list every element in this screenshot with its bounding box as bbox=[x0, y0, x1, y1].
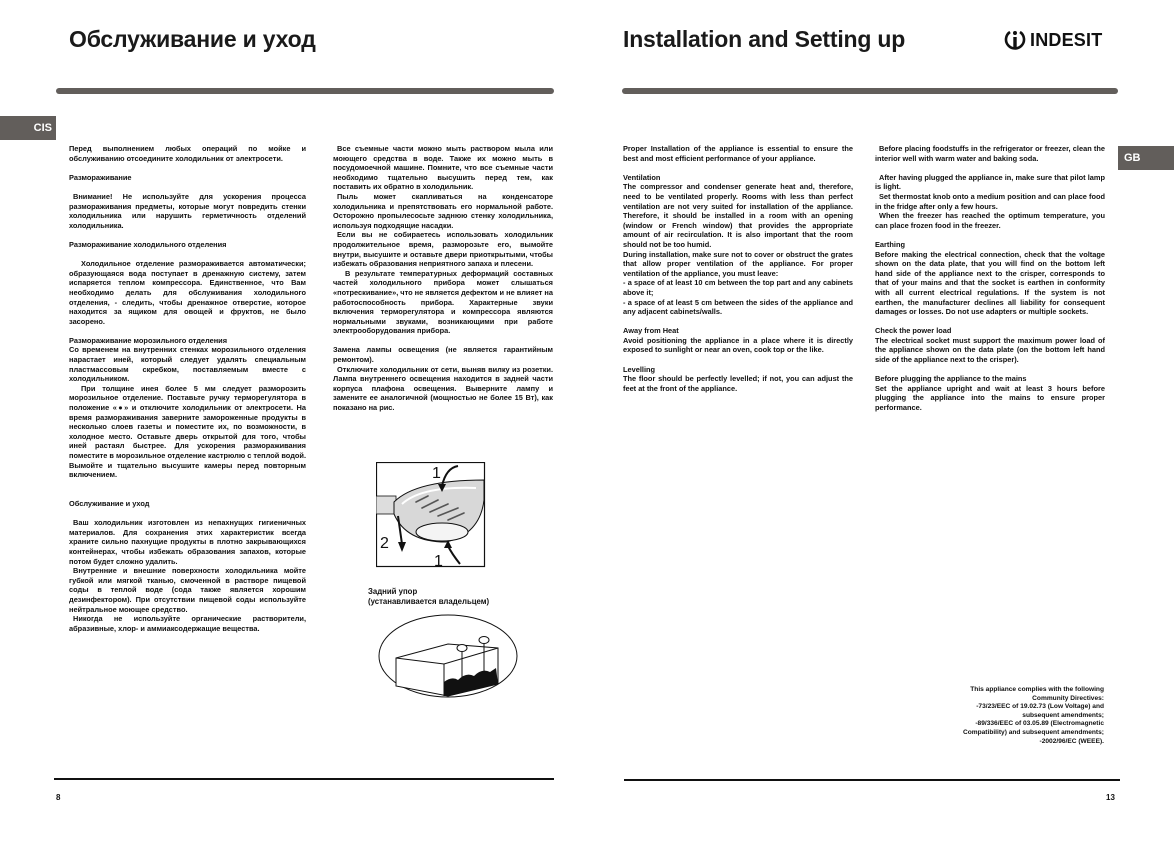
paragraph-spacer bbox=[623, 317, 853, 327]
compliance-statement bbox=[930, 686, 1104, 746]
paragraph: When the freezer has reached the optimum temperature, you can place frozen food in the freezer. bbox=[875, 211, 1105, 230]
section-heading: Замена лампы освещения (не является гарантийным ремонтом). bbox=[333, 345, 553, 365]
paragraph: Proper Installation of the appliance is essential to ensure the best and most efficient performance of your appliance. bbox=[623, 144, 853, 163]
paragraph: The floor should be perfectly levelled; if not, you can adjust the feet at the front of the appliance. bbox=[623, 374, 853, 393]
step-label-2: 2 bbox=[380, 535, 389, 552]
lang-tab-label: CIS bbox=[33, 122, 52, 134]
left-footer-rule bbox=[54, 778, 554, 780]
section-heading: Away from Heat bbox=[623, 326, 679, 336]
paragraph: Отключите холодильник от сети, выняв вилку из розетки. Лампа внутреннего освещения находится в задней части корпуса плафона освещения. Выверните лампу и замените ее аналогичной (мощностью не более 15 Вт), как показано на рис. bbox=[333, 364, 553, 413]
paragraph: Before placing foodstuffs in the refrigerator or freezer, clean the interior well with warm water and baking soda. bbox=[875, 144, 1105, 163]
rear-stop-figure bbox=[378, 614, 518, 698]
compliance-line: -89/336/EEC of 03.05.89 (Electromagnetic bbox=[975, 720, 1104, 728]
right-page-title: Installation and Setting up bbox=[623, 26, 906, 52]
paragraph-spacer bbox=[69, 250, 306, 260]
lang-tab-cis bbox=[0, 116, 56, 140]
paragraph: Внутренние и внешние поверхности холодильника мойте губкой или мягкой тканью, смоченной в растворе пищевой соды в теплой воде (сода также является хорошим дезинфектором). При отсутствии пищевой соды используйте нейтральное моющее средство. bbox=[69, 566, 306, 614]
paragraph: Before making the electrical connection, check that the voltage shown on the data plate, that you will find on the bottom left hand side of the appliance next to the crisper, corresponds to that of your mains and that the socket is earthen in conformity with all current electrical regulations. If the system is not earthen, the manufacturer declines all liability for consequent damages or losses. Do not use adapters or multiple sockets. bbox=[875, 249, 1105, 317]
paragraph-spacer bbox=[69, 163, 306, 173]
lamp-illustration bbox=[376, 462, 488, 568]
paragraph-spacer bbox=[623, 355, 853, 365]
left-column-2 bbox=[333, 144, 553, 413]
section-heading: Размораживание bbox=[69, 172, 132, 182]
section-heading: Before plugging the appliance to the mains bbox=[875, 374, 1027, 384]
rear-stop-caption-line1: Задний упор bbox=[368, 587, 418, 596]
section-heading: Размораживание холодильного отделения bbox=[69, 239, 227, 249]
section-heading: Размораживание морозильного отделения bbox=[69, 335, 228, 345]
compliance-line: This appliance complies with the following bbox=[970, 686, 1104, 693]
paragraph: Ваш холодильник изготовлен из непахнущих гигиеничных материалов. Для сохранения этих характеристик всегда храните сильно пахнущие продукты в плотно закрывающихся контейнерах, чтобы избежать образования запахов, которые потом будет сложно удалить. bbox=[69, 518, 306, 566]
right-header-bar bbox=[622, 88, 1118, 94]
right-footer-rule bbox=[624, 779, 1120, 781]
paragraph-spacer bbox=[623, 163, 853, 173]
paragraph: Set the appliance upright and wait at least 3 hours before plugging the appliance into the mains to ensure proper performance. bbox=[875, 383, 1105, 413]
compliance-line: Compatibility) and subsequent amendments; bbox=[962, 728, 1104, 736]
paragraph: При толщине инея более 5 мм следует разморозить морозильное отделение. Поставьте ручку терморегулятора в положение «●» и отключите холодильник от электросети. На время размораживания заверните замороженные продукты в несколько слоев газеты и поместите их, по возможности, в холодное место. Оставьте дверь открытой для того, чтобы иней растаял быстрее. Для ускорения размораживания поместите в морозильное отделение кастрюлю с теплой водой. Вымойте и тщательно высушите камеры перед повторным включением. bbox=[69, 383, 306, 480]
right-column-1 bbox=[623, 144, 853, 393]
paragraph: During installation, make sure not to cover or obstruct the grates that allow proper ventilation of the appliance. For proper ventilation of the appliance, you must leave: bbox=[623, 249, 853, 278]
lang-tab-label: GB bbox=[1124, 152, 1141, 164]
section-heading: Check the power load bbox=[875, 326, 952, 336]
paragraph: Avoid positioning the appliance in a place where it is directly exposed to sunlight or near an oven, cook top or the like. bbox=[623, 335, 853, 355]
paragraph: The electrical socket must support the maximum power load of the appliance shown on the data plate (on the bottom left hand side of the appliance next to the crisper). bbox=[875, 335, 1105, 365]
paragraph-spacer bbox=[69, 509, 306, 519]
paragraph-spacer bbox=[875, 163, 1105, 173]
paragraph: Никогда не используйте органические растворители, абразивные, хлор- и аммиаксодержащие вещества. bbox=[69, 614, 306, 633]
lamp-replacement-figure bbox=[376, 462, 488, 568]
paragraph: Перед выполнением любых операций по мойке и обслуживанию отсоедините холодильник от электросети. bbox=[69, 144, 306, 163]
paragraph-spacer bbox=[69, 326, 306, 336]
paragraph: Со временем на внутренних стенках морозильного отделения нарастает иней, который следует удалять специальным пластмассовым скребком, поставляемым вместе с холодильником. bbox=[69, 345, 306, 384]
paragraph: After having plugged the appliance in, make sure that pilot lamp is light. bbox=[875, 172, 1105, 192]
paragraph: The compressor and condenser generate heat and, therefore, need to be ventilated properly. Rooms with less than perfect ventilation are not very suited for installation of the appliance. Therefore, it should be installed in a room with an opening (window or French window) that provides the appropriate amount of air recirculation. It is also important that the room should not be too humid. bbox=[623, 182, 853, 249]
compliance-line: -2002/96/EC (WEEE). bbox=[1039, 737, 1104, 745]
right-page-number: 13 bbox=[1106, 793, 1115, 802]
paragraph: Все съемные части можно мыть раствором мыла или моющего средства в воде. Также их можно мыть в посудомоечной машине. Помните, что все съемные части необходимо тщательно высушить перед тем, как поставить их обратно в холодильник. bbox=[333, 144, 553, 192]
compliance-line: Community Directives: bbox=[1032, 694, 1104, 702]
paragraph: Внимание! Не используйте для ускорения процесса размораживания предметы, которые могут повредить стенки холодильника или нарушить герметичность отделений холодильника. bbox=[69, 191, 306, 230]
brand-logo bbox=[1004, 28, 1102, 52]
compliance-line: subsequent amendments; bbox=[1022, 711, 1104, 719]
paragraph-spacer bbox=[333, 336, 553, 346]
paragraph: Пыль может скапливаться на конденсаторе холодильника и препятствовать его нормальной работе. Осторожно пропылесосьте заднюю стенку холодильника, используя подходящие насадки. bbox=[333, 191, 553, 230]
left-header-bar bbox=[56, 88, 554, 94]
section-heading: Ventilation bbox=[623, 172, 661, 182]
rear-stop-caption-line2: (устанавливается владельцем) bbox=[368, 597, 490, 606]
rear-stop-caption bbox=[368, 587, 489, 607]
step-label-1-bottom: 1 bbox=[434, 553, 443, 568]
paragraph: Set thermostat knob onto a medium position and can place food in the fridge after only a few hours. bbox=[875, 191, 1105, 211]
paragraph-spacer bbox=[69, 230, 306, 240]
paragraph: - a space of at least 5 cm between the sides of the appliance and any adjacent cabinets/walls. bbox=[623, 297, 853, 317]
paragraph: В результате температурных деформаций составных частей холодильного прибора может слышаться «потрескивание», что не является дефектом и не влияет на работоспособность прибора. Характерные звуки включения терморегулятора и компрессора являются нормальными звуками, возникающими при работе электрооборудования прибора. bbox=[333, 268, 553, 336]
indesit-logo-icon bbox=[1004, 28, 1026, 52]
right-column-2 bbox=[875, 144, 1105, 413]
compliance-line: -73/23/EEC of 19.02.73 (Low Voltage) and bbox=[976, 703, 1104, 711]
paragraph-spacer bbox=[875, 317, 1105, 327]
left-page-title: Обслуживание и уход bbox=[69, 26, 316, 52]
paragraph: Холодильное отделение размораживается автоматически; образующаяся вода поступает в дренажную систему, затем испаряется теплом компрессора. Единственное, что Вам необходимо делать для обслуживания холодильного отделения, - следить, чтобы дренажное отверстие, которое находится за ящиком для овощей и фруктов, не было засорено. bbox=[69, 259, 306, 326]
paragraph-spacer bbox=[69, 489, 306, 499]
paragraph-spacer bbox=[875, 365, 1105, 375]
rear-stop-illustration bbox=[378, 614, 518, 698]
paragraph: Если вы не собираетесь использовать холодильник продолжительное время, разморозьте его, вымойте внутри, высушите и оставьте двери приоткрытыми, чтобы избежать образования неприятного запаха и плесени. bbox=[333, 230, 553, 269]
section-heading: Earthing bbox=[875, 239, 905, 249]
paragraph-spacer bbox=[875, 230, 1105, 240]
paragraph: - a space of at least 10 cm between the top part and any cabinets above it; bbox=[623, 278, 853, 297]
left-page-number: 8 bbox=[56, 793, 61, 802]
section-heading: Обслуживание и уход bbox=[69, 498, 150, 508]
lang-tab-gb bbox=[1118, 146, 1174, 170]
step-label-1-top: 1 bbox=[432, 465, 441, 482]
brand-name: INDESIT bbox=[1030, 29, 1103, 50]
paragraph-spacer bbox=[69, 480, 306, 490]
section-heading: Levelling bbox=[623, 364, 656, 374]
left-column-1 bbox=[69, 144, 306, 633]
paragraph-spacer bbox=[69, 182, 306, 192]
